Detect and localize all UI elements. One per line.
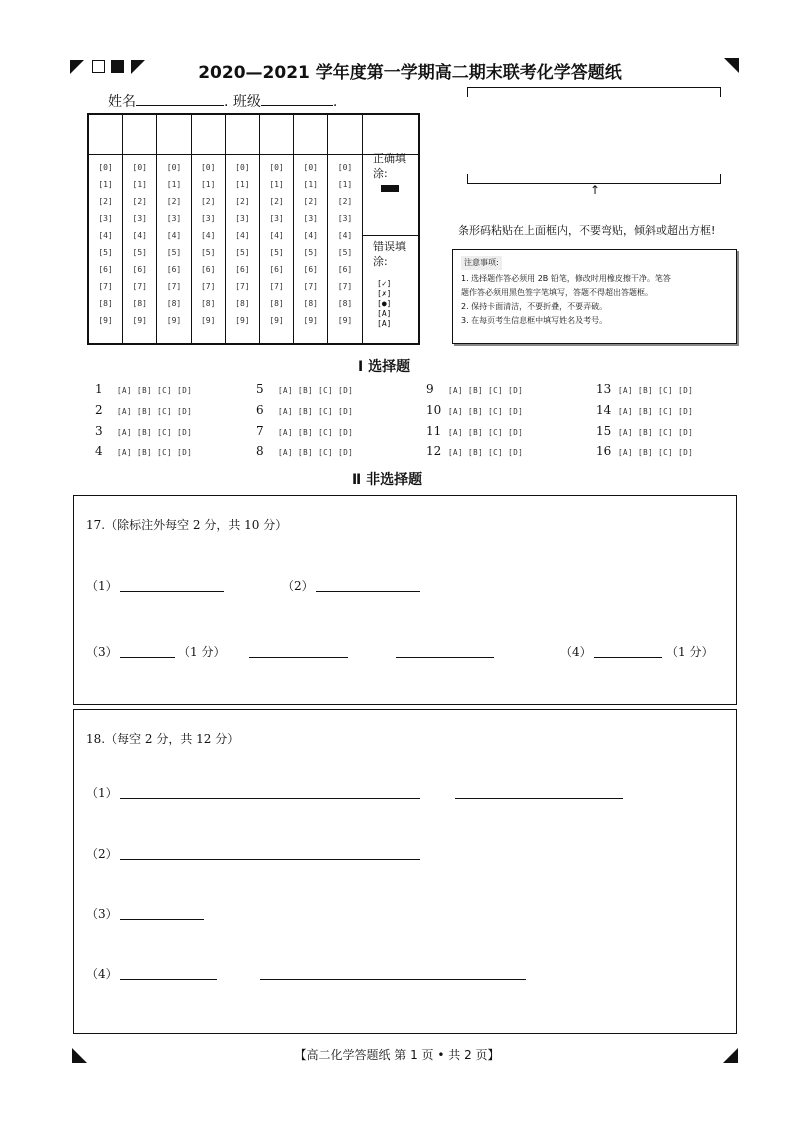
exam-number-bubble[interactable]: [9] bbox=[166, 316, 182, 325]
fill-legend bbox=[363, 115, 418, 343]
alignment-mark-top-left-2 bbox=[131, 60, 145, 74]
exam-number-bubble[interactable]: [6] bbox=[98, 265, 113, 274]
exam-number-bubble[interactable]: [8] bbox=[166, 299, 182, 308]
q17-part-4-answer[interactable] bbox=[594, 657, 662, 658]
choice-option-bubbles[interactable]: [A] [B] [C] [D] bbox=[448, 386, 524, 395]
exam-number-bubble[interactable]: [5] bbox=[98, 248, 113, 257]
choice-option-bubbles[interactable]: [A] [B] [C] [D] bbox=[618, 448, 694, 457]
page-mark-empty-square bbox=[92, 60, 105, 73]
q18-header: 18.（每空 2 分，共 12 分） bbox=[86, 732, 240, 746]
wrong-example-5: [A] bbox=[377, 319, 392, 328]
choice-option-bubbles[interactable]: [A] [B] [C] [D] bbox=[278, 386, 354, 395]
exam-number-grid bbox=[87, 113, 420, 345]
exam-number-bubble[interactable]: [2] bbox=[98, 197, 113, 206]
exam-number-bubble[interactable]: [2] bbox=[166, 197, 182, 206]
class-end: . bbox=[332, 94, 338, 110]
exam-number-bubble[interactable]: [6] bbox=[166, 265, 182, 274]
notice-item: 3. 在每页考生信息框中填写姓名及考号。 bbox=[461, 316, 608, 325]
exam-number-bubble[interactable]: [2] bbox=[235, 197, 250, 206]
choice-question-number: 3 bbox=[95, 424, 103, 438]
q17-part-1-label: （1） bbox=[86, 579, 118, 593]
exam-number-bubble[interactable]: [0] bbox=[303, 163, 318, 172]
choice-option-bubbles[interactable]: [A] [B] [C] [D] bbox=[117, 407, 193, 416]
choice-option-bubbles[interactable]: [A] [B] [C] [D] bbox=[278, 448, 354, 457]
choice-question-number: 9 bbox=[426, 382, 434, 396]
q17-part-3-answer-b[interactable] bbox=[249, 657, 348, 658]
section-2-title: Ⅱ 非选择题 bbox=[352, 472, 423, 488]
exam-number-bubble[interactable]: [4] bbox=[166, 231, 182, 240]
exam-number-bubble[interactable]: [3] bbox=[235, 214, 250, 223]
q18-part-4-answer-a[interactable] bbox=[120, 979, 217, 980]
q18-part-2-label: （2） bbox=[86, 847, 118, 861]
exam-number-bubble[interactable]: [5] bbox=[269, 248, 284, 257]
choice-question-row bbox=[596, 424, 693, 438]
exam-number-bubble[interactable]: [9] bbox=[132, 316, 147, 325]
question-17-box bbox=[73, 495, 737, 705]
exam-number-bubble[interactable]: [3] bbox=[132, 214, 147, 223]
alignment-mark-top-left bbox=[70, 60, 84, 74]
choice-question-number: 6 bbox=[256, 403, 264, 417]
exam-number-bubble[interactable]: [9] bbox=[303, 316, 318, 325]
choice-question-number: 5 bbox=[256, 382, 264, 396]
exam-number-bubble[interactable]: [3] bbox=[303, 214, 318, 223]
question-18-box bbox=[73, 709, 737, 1034]
exam-number-bubble[interactable]: [6] bbox=[337, 265, 353, 274]
wrong-example-4: [A] bbox=[377, 309, 392, 318]
choice-question-number: 11 bbox=[426, 424, 442, 438]
exam-number-bubble[interactable]: [2] bbox=[200, 197, 216, 206]
exam-number-bubble[interactable]: [8] bbox=[98, 299, 113, 308]
choice-question-row bbox=[426, 403, 523, 417]
q18-part-4-label: （4） bbox=[86, 967, 118, 981]
exam-number-bubble[interactable]: [2] bbox=[337, 197, 353, 206]
q18-part-1-answer-a[interactable] bbox=[120, 798, 420, 799]
exam-number-bubble[interactable]: [0] bbox=[132, 163, 147, 172]
class-label: . 班级 bbox=[224, 94, 261, 110]
q18-part-3-label: （3） bbox=[86, 907, 118, 921]
exam-number-column bbox=[192, 115, 226, 343]
exam-number-bubble[interactable]: [7] bbox=[200, 282, 216, 291]
q17-part-3-label: （3） bbox=[86, 645, 118, 659]
exam-number-bubble[interactable]: [3] bbox=[98, 214, 113, 223]
choice-question-row bbox=[426, 382, 523, 396]
exam-number-bubble[interactable]: [1] bbox=[303, 180, 318, 189]
exam-number-bubble[interactable]: [9] bbox=[235, 316, 250, 325]
exam-number-bubble[interactable]: [4] bbox=[303, 231, 318, 240]
choice-question-number: 15 bbox=[596, 424, 612, 438]
choice-question-row bbox=[95, 403, 192, 417]
exam-number-bubble[interactable]: [0] bbox=[200, 163, 216, 172]
choice-question-row bbox=[256, 403, 353, 417]
exam-number-bubble[interactable]: [5] bbox=[235, 248, 250, 257]
choice-question-number: 2 bbox=[95, 403, 103, 417]
exam-number-bubble[interactable]: [2] bbox=[269, 197, 284, 206]
exam-number-bubble[interactable]: [0] bbox=[269, 163, 284, 172]
choice-option-bubbles[interactable]: [A] [B] [C] [D] bbox=[278, 407, 354, 416]
name-label: 姓名 bbox=[108, 94, 136, 110]
exam-number-bubble[interactable]: [7] bbox=[269, 282, 284, 291]
notice-box bbox=[452, 249, 737, 344]
choice-question-row bbox=[596, 403, 693, 417]
q17-part-3-answer-c[interactable] bbox=[396, 657, 494, 658]
notice-item: 题作答必须用黑色签字笔填写，答题不得超出答题框。 bbox=[461, 288, 653, 297]
exam-number-bubble[interactable]: [0] bbox=[337, 163, 353, 172]
wrong-example-3: [●] bbox=[377, 299, 392, 308]
exam-number-bubble[interactable]: [6] bbox=[303, 265, 318, 274]
exam-number-bubble[interactable]: [6] bbox=[269, 265, 284, 274]
wrong-example-1: [✓] bbox=[377, 279, 392, 288]
choice-question-row bbox=[95, 444, 192, 458]
page-title: 2020—2021 学年度第一学期高二期末联考化学答题纸 bbox=[198, 63, 622, 83]
exam-number-column bbox=[123, 115, 157, 343]
exam-number-bubble[interactable]: [4] bbox=[269, 231, 284, 240]
exam-number-bubble[interactable]: [9] bbox=[98, 316, 113, 325]
exam-number-bubble[interactable]: [3] bbox=[166, 214, 182, 223]
exam-number-bubble[interactable]: [0] bbox=[166, 163, 182, 172]
q17-part-4-score: （1 分） bbox=[666, 645, 714, 659]
exam-number-column bbox=[89, 115, 123, 343]
choice-option-bubbles[interactable]: [A] [B] [C] [D] bbox=[278, 428, 354, 437]
exam-number-column bbox=[328, 115, 362, 343]
exam-number-bubble[interactable]: [3] bbox=[200, 214, 216, 223]
exam-number-bubble[interactable]: [4] bbox=[235, 231, 250, 240]
choice-question-row bbox=[426, 424, 523, 438]
q17-header: 17.（除标注外每空 2 分，共 10 分） bbox=[86, 518, 288, 532]
choice-question-row bbox=[596, 444, 693, 458]
choice-question-row bbox=[95, 424, 192, 438]
exam-number-bubble[interactable]: [1] bbox=[98, 180, 113, 189]
exam-number-bubble[interactable]: [6] bbox=[200, 265, 216, 274]
exam-number-bubble[interactable]: [4] bbox=[337, 231, 353, 240]
exam-number-bubble[interactable]: [9] bbox=[269, 316, 284, 325]
choice-question-row bbox=[596, 382, 693, 396]
notice-item: 2. 保持卡面清洁，不要折叠，不要弄破。 bbox=[461, 302, 608, 311]
exam-number-bubble[interactable]: [5] bbox=[303, 248, 318, 257]
exam-number-bubble[interactable]: [4] bbox=[98, 231, 113, 240]
exam-number-bubble[interactable]: [7] bbox=[166, 282, 182, 291]
correct-fill-label: 正确填涂: bbox=[373, 152, 406, 180]
correct-fill-example bbox=[381, 185, 399, 192]
choice-question-number: 1 bbox=[95, 382, 103, 396]
name-field[interactable] bbox=[136, 92, 224, 106]
exam-number-bubble[interactable]: [3] bbox=[337, 214, 353, 223]
exam-number-bubble[interactable]: [2] bbox=[303, 197, 318, 206]
page-footer: 【高二化学答题纸 第 1 页 • 共 2 页】 bbox=[294, 1048, 500, 1062]
choice-question-row bbox=[426, 444, 523, 458]
exam-number-bubble[interactable]: [8] bbox=[337, 299, 353, 308]
exam-number-bubble[interactable]: [3] bbox=[269, 214, 284, 223]
exam-number-bubble[interactable]: [0] bbox=[98, 163, 113, 172]
student-info-line bbox=[108, 91, 337, 111]
notice-item: 1. 选择题作答必须用 2B 铅笔，修改时用橡皮擦干净。笔答 bbox=[461, 274, 671, 283]
exam-number-bubble[interactable]: [1] bbox=[269, 180, 284, 189]
exam-number-column bbox=[157, 115, 191, 343]
choice-option-bubbles[interactable]: [A] [B] [C] [D] bbox=[618, 428, 694, 437]
exam-number-bubble[interactable]: [8] bbox=[269, 299, 284, 308]
choice-option-bubbles[interactable]: [A] [B] [C] [D] bbox=[117, 386, 193, 395]
q18-part-3-answer[interactable] bbox=[120, 919, 204, 920]
exam-number-bubble[interactable]: [6] bbox=[132, 265, 147, 274]
choice-question-number: 16 bbox=[596, 444, 612, 458]
q17-part-3-score: （1 分） bbox=[178, 645, 226, 659]
barcode-area-top bbox=[467, 87, 721, 97]
q17-part-1-answer[interactable] bbox=[120, 591, 224, 592]
exam-number-bubble[interactable]: [5] bbox=[337, 248, 353, 257]
exam-number-bubble[interactable]: [2] bbox=[132, 197, 147, 206]
exam-number-bubble[interactable]: [5] bbox=[200, 248, 216, 257]
choice-question-row bbox=[256, 424, 353, 438]
wrong-example-2: [✗] bbox=[377, 289, 392, 298]
exam-number-bubble[interactable]: [5] bbox=[132, 248, 147, 257]
exam-number-bubble[interactable]: [8] bbox=[200, 299, 216, 308]
exam-number-bubble[interactable]: [8] bbox=[235, 299, 250, 308]
choice-question-number: 8 bbox=[256, 444, 264, 458]
choice-question-number: 10 bbox=[426, 403, 442, 417]
section-1-title: Ⅰ 选择题 bbox=[358, 359, 411, 375]
exam-number-bubble[interactable]: [1] bbox=[132, 180, 147, 189]
choice-question-number: 13 bbox=[596, 382, 612, 396]
exam-number-bubble[interactable]: [7] bbox=[337, 282, 353, 291]
arrow-up-icon: ↑ bbox=[590, 183, 601, 197]
exam-number-bubble[interactable]: [1] bbox=[235, 180, 250, 189]
alignment-mark-top-right bbox=[724, 58, 739, 73]
q18-part-1-answer-b[interactable] bbox=[455, 798, 623, 799]
exam-number-column bbox=[260, 115, 294, 343]
exam-number-bubble[interactable]: [1] bbox=[200, 180, 216, 189]
exam-number-bubble[interactable]: [7] bbox=[235, 282, 250, 291]
exam-number-bubble[interactable]: [7] bbox=[132, 282, 147, 291]
q17-part-2-answer[interactable] bbox=[316, 591, 420, 592]
exam-number-bubble[interactable]: [7] bbox=[303, 282, 318, 291]
exam-number-bubble[interactable]: [0] bbox=[235, 163, 250, 172]
choice-question-number: 14 bbox=[596, 403, 612, 417]
exam-number-bubble[interactable]: [8] bbox=[132, 299, 147, 308]
choice-option-bubbles[interactable]: [A] [B] [C] [D] bbox=[448, 448, 524, 457]
exam-number-bubble[interactable]: [7] bbox=[98, 282, 113, 291]
exam-number-bubble[interactable]: [6] bbox=[235, 265, 250, 274]
q18-part-4-answer-b[interactable] bbox=[260, 979, 526, 980]
page-mark-filled-square bbox=[111, 60, 124, 73]
exam-number-bubble[interactable]: [4] bbox=[200, 231, 216, 240]
choice-question-row bbox=[256, 444, 353, 458]
barcode-note: 条形码粘贴在上面框内，不要弯贴，倾斜或超出方框! bbox=[458, 224, 716, 237]
exam-number-bubble[interactable]: [1] bbox=[337, 180, 353, 189]
choice-question-number: 7 bbox=[256, 424, 264, 438]
choice-option-bubbles[interactable]: [A] [B] [C] [D] bbox=[448, 407, 524, 416]
q18-part-2-answer[interactable] bbox=[120, 859, 420, 860]
choice-question-row bbox=[256, 382, 353, 396]
choice-option-bubbles[interactable]: [A] [B] [C] [D] bbox=[117, 448, 193, 457]
q17-part-4-label: （4） bbox=[560, 645, 592, 659]
exam-number-bubble[interactable]: [9] bbox=[200, 316, 216, 325]
choice-option-bubbles[interactable]: [A] [B] [C] [D] bbox=[448, 428, 524, 437]
choice-question-number: 4 bbox=[95, 444, 103, 458]
q18-part-1-label: （1） bbox=[86, 786, 118, 800]
notice-heading: 注意事项: bbox=[461, 256, 502, 270]
choice-option-bubbles[interactable]: [A] [B] [C] [D] bbox=[618, 386, 694, 395]
exam-number-bubble[interactable]: [8] bbox=[303, 299, 318, 308]
choice-question-row bbox=[95, 382, 192, 396]
exam-number-bubble[interactable]: [1] bbox=[166, 180, 182, 189]
exam-number-bubble[interactable]: [9] bbox=[337, 316, 353, 325]
exam-number-bubble[interactable]: [5] bbox=[166, 248, 182, 257]
wrong-fill-label: 错误填涂: bbox=[373, 240, 406, 268]
q17-part-3-answer-a[interactable] bbox=[120, 657, 175, 658]
choice-question-number: 12 bbox=[426, 444, 442, 458]
exam-number-bubble[interactable]: [4] bbox=[132, 231, 147, 240]
choice-option-bubbles[interactable]: [A] [B] [C] [D] bbox=[618, 407, 694, 416]
class-field[interactable] bbox=[261, 92, 333, 106]
q17-part-2-label: （2） bbox=[282, 579, 314, 593]
exam-number-column bbox=[294, 115, 328, 343]
exam-number-column bbox=[226, 115, 260, 343]
choice-option-bubbles[interactable]: [A] [B] [C] [D] bbox=[117, 428, 193, 437]
